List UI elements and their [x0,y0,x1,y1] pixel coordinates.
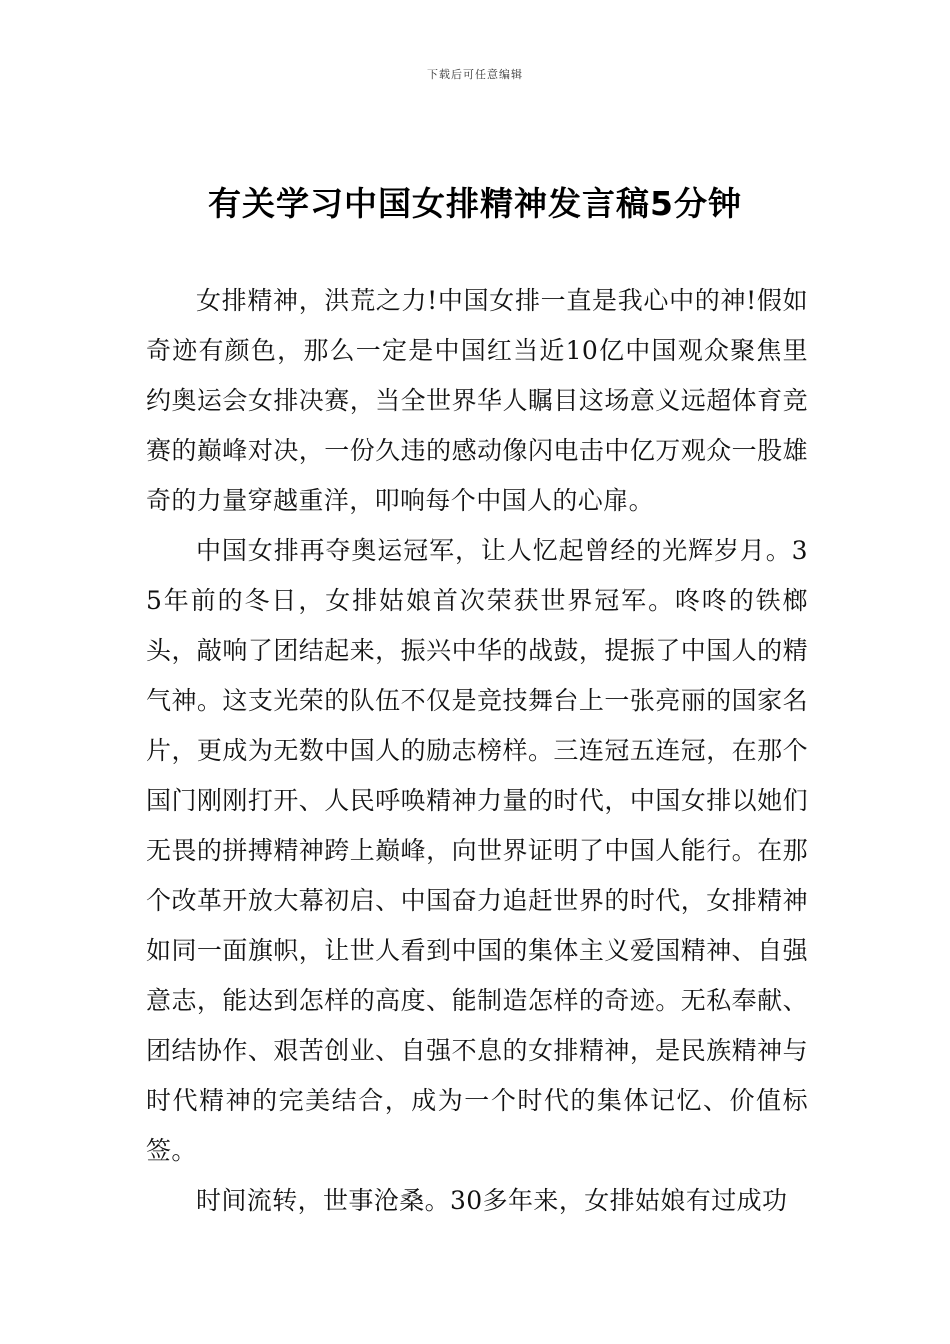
header-note: 下载后可任意编辑 [427,68,523,81]
paragraph: 中国女排再夺奥运冠军，让人忆起曾经的光辉岁月。35年前的冬日，女排姑娘首次荣获世界冠军。咚咚的铁榔头，敲响了团结起来，振兴中华的战鼓，提振了中国人的精气神。这支光荣的队伍不仅是竞技舞台上一张亮丽的国家名片，更成为无数中国人的励志榜样。三连冠五连冠，在那个国门刚刚打开、人民呼唤精神力量的时代，中国女排以她们无畏的拼搏精神跨上巅峰，向世界证明了中国人能行。在那个改革开放大幕初启、中国奋力追赶世界的时代，女排精神如同一面旗帜，让世人看到中国的集体主义爱国精神、自强意志，能达到怎样的高度、能制造怎样的奇迹。无私奉献、团结协作、艰苦创业、自强不息的女排精神，是民族精神与时代精神的完美结合，成为一个时代的集体记忆、价值标签。 [146,536,808,1165]
paragraph: 女排精神，洪荒之力!中国女排一直是我心中的神!假如奇迹有颜色，那么一定是中国红当近10亿中国观众聚焦里约奥运会女排决赛，当全世界华人瞩目这场意义远超体育竞赛的巅峰对决，一份久违的感动像闪电击中亿万观众一股雄奇的力量穿越重洋，叩响每个中国人的心扉。 [146,286,808,515]
paragraph: 时间流转，世事沧桑。30多年来，女排姑娘有过成功 [196,1186,788,1215]
document-body [146,276,808,1226]
document-title: 有关学习中国女排精神发言稿5分钟 [208,184,742,223]
